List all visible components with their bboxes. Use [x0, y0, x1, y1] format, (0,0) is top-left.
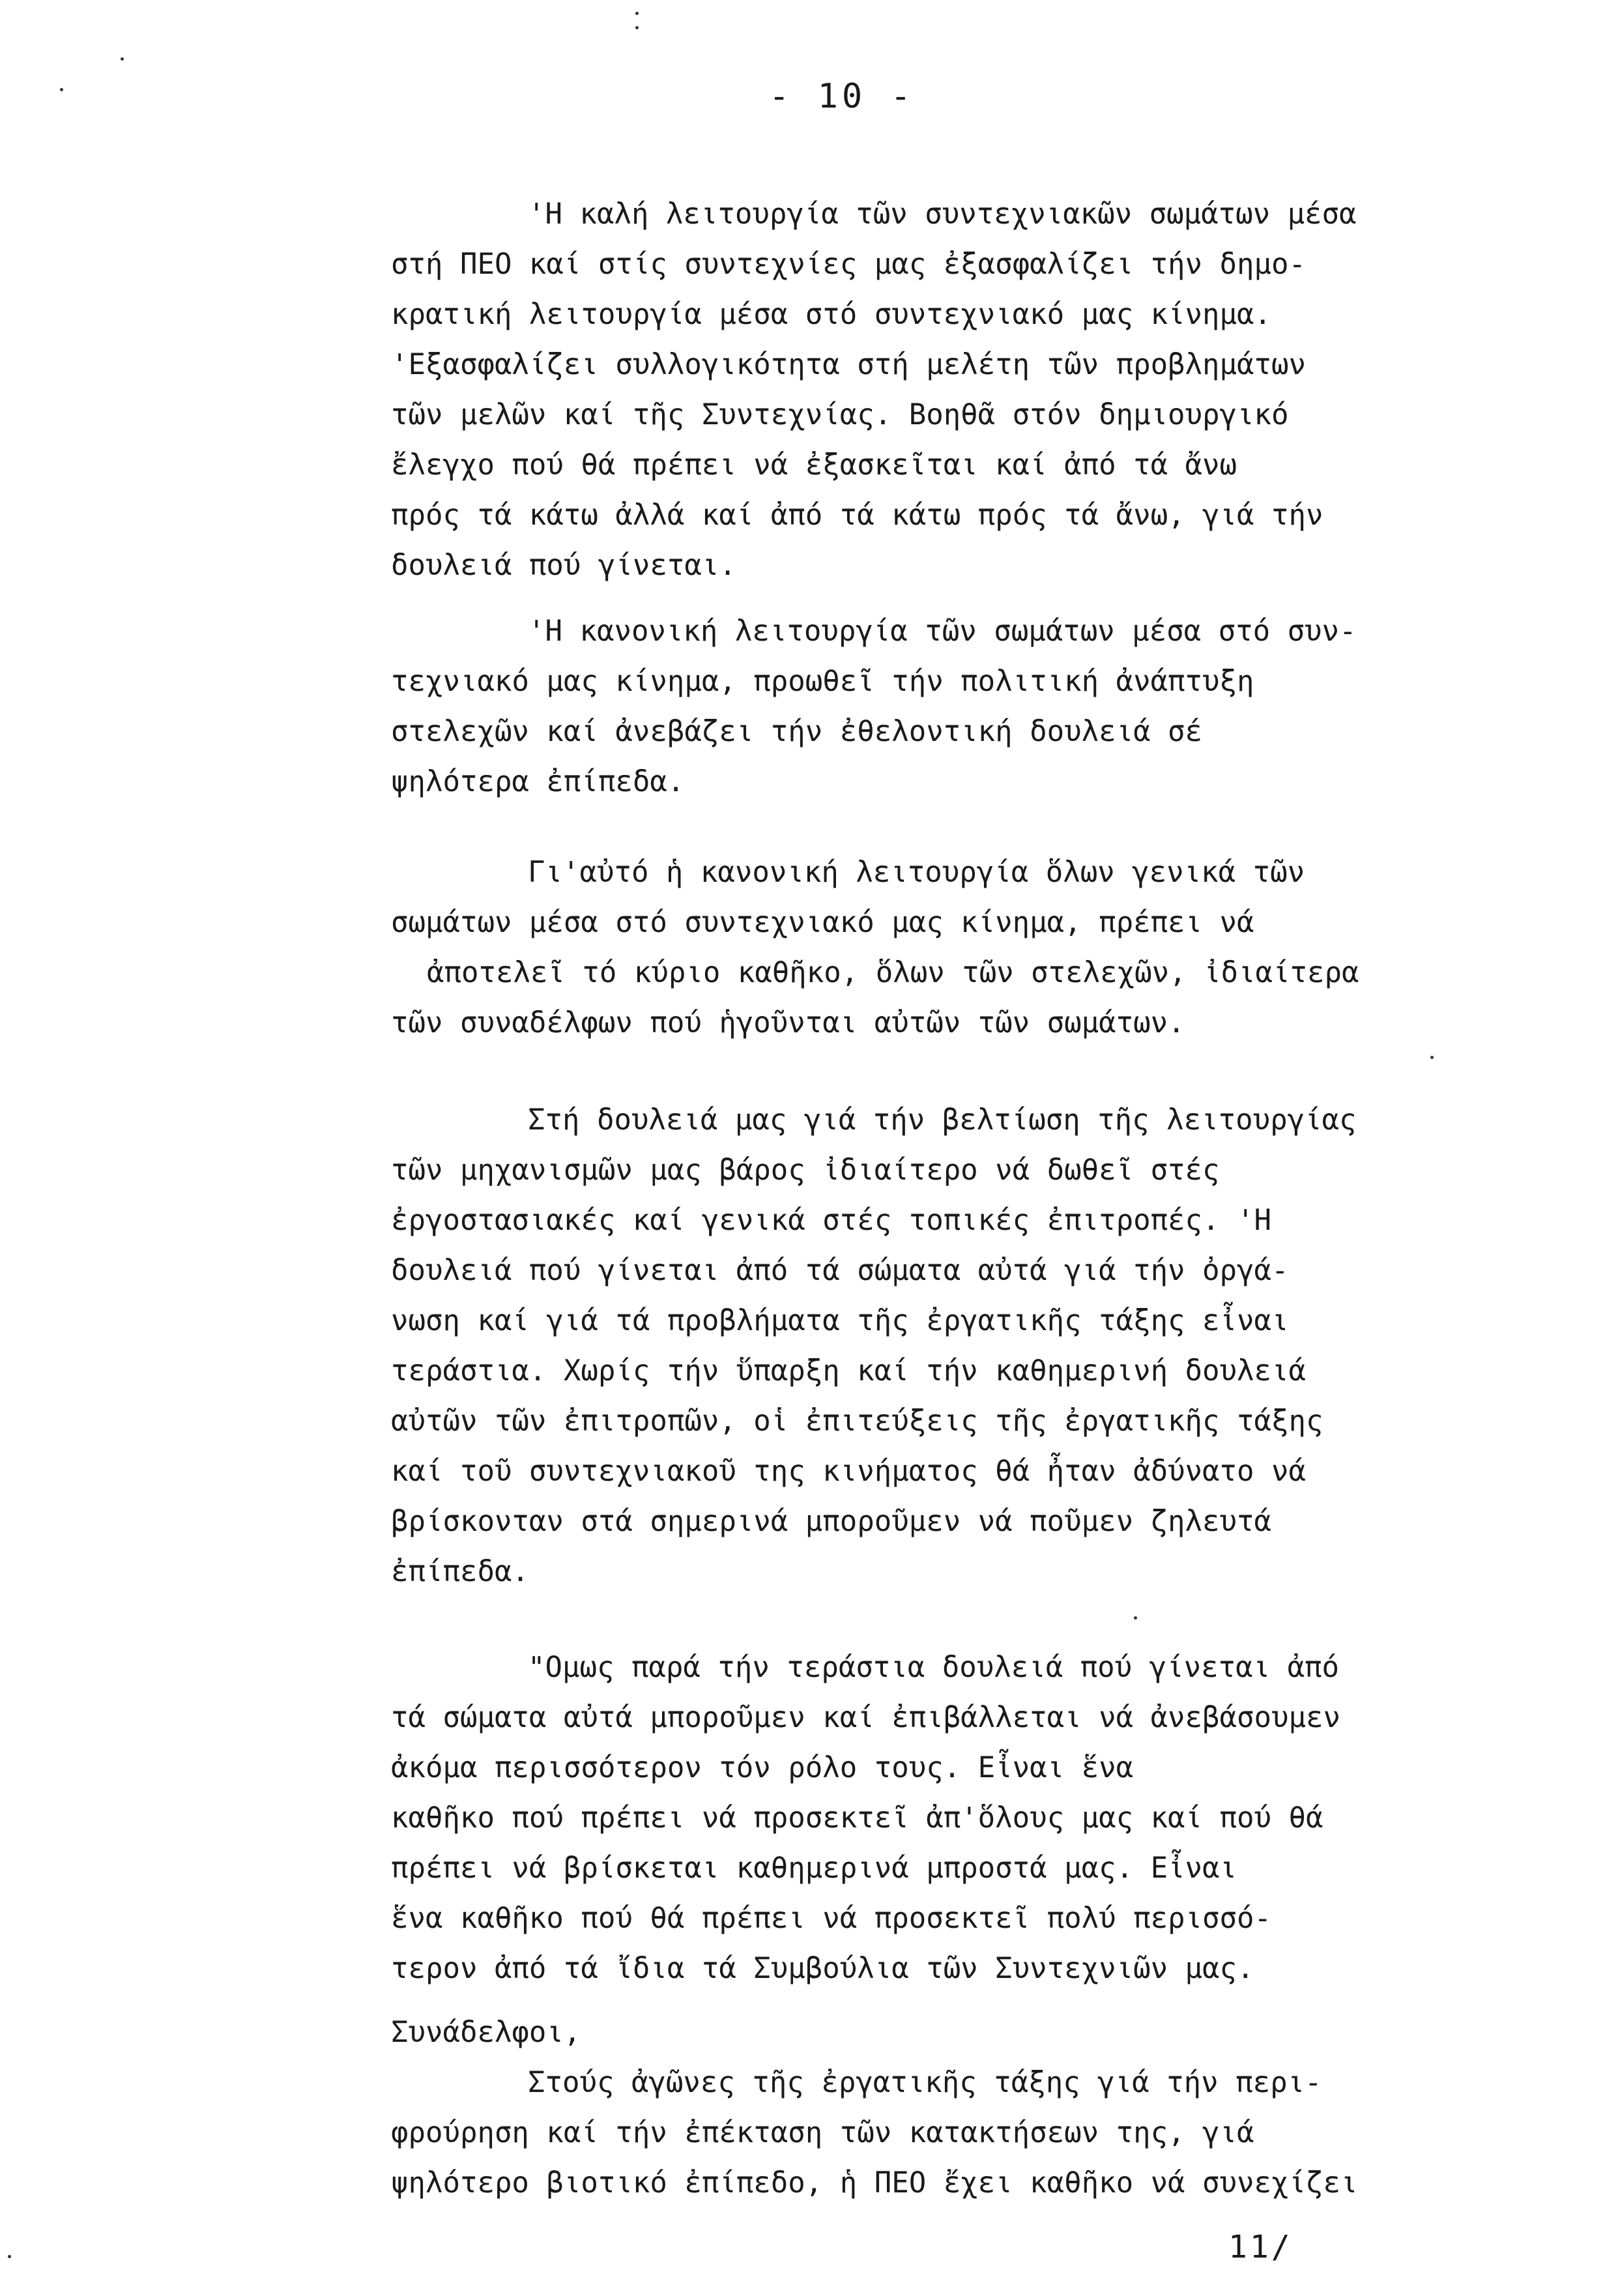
text-line: καθῆκο πού πρέπει νά προσεκτεῖ ἀπ'ὅλους μας καί πού θά: [391, 1801, 1323, 1835]
paragraph-4: [391, 1095, 1499, 1597]
text-line: 'Εξασφαλίζει συλλογικότητα στή μελέτη τῶν προβλημάτων: [391, 348, 1306, 381]
page-number: - 10 -: [769, 77, 915, 116]
paragraph-3: [391, 847, 1499, 1048]
text-line: στή ΠΕΟ καί στίς συντεχνίες μας ἐξασφαλίζει τήν δημο-: [391, 248, 1306, 281]
text-line: δουλειά πού γίνεται.: [391, 549, 736, 582]
scan-speck: [121, 57, 124, 61]
text-line: ἀποτελεῖ τό κύριο καθῆκο, ὅλων τῶν στελεχῶν, ἰδιαίτερα: [427, 956, 1359, 989]
text-line: ψηλότερα ἐπίπεδα.: [391, 765, 685, 798]
text-line: αὐτῶν τῶν ἐπιτροπῶν, οἱ ἐπιτεύξεις τῆς ἐργατικῆς τάξης: [391, 1404, 1323, 1438]
text-line: τά σώματα αὐτά μποροῦμεν καί ἐπιβάλλεται νά ἀνεβάσουμεν: [391, 1701, 1340, 1734]
text-line: τεχνιακό μας κίνημα, προωθεῖ τήν πολιτική ἀνάπτυξη: [391, 665, 1254, 698]
text-line: νωση καί γιά τά προβλήματα τῆς ἐργατικῆς τάξης εἶναι: [391, 1304, 1289, 1337]
scan-speck: [1134, 1616, 1137, 1620]
paragraph-5: [391, 1642, 1499, 1994]
text-line: ἔλεγχο πού θά πρέπει νά ἐξασκεῖται καί ἀπό τά ἄνω: [391, 448, 1237, 482]
text-line: 'Η κανονική λειτουργία τῶν σωμάτων μέσα στό συν-: [528, 615, 1357, 648]
scan-speck: [635, 26, 639, 29]
text-line: τερον ἀπό τά ἴδια τά Συμβούλια τῶν Συντεχνιῶν μας.: [391, 1952, 1254, 1985]
text-line: πρός τά κάτω ἀλλά καί ἀπό τά κάτω πρός τά ἄνω, γιά τήν: [391, 499, 1323, 532]
text-line: κρατική λειτουργία μέσα στό συντεχνιακό μας κίνημα.: [391, 298, 1272, 331]
text-line: ψηλότερο βιοτικό ἐπίπεδο, ἡ ΠΕΟ ἔχει καθῆκο νά συνεχίζει: [391, 2166, 1358, 2200]
text-line: καί τοῦ συντεχνιακοῦ της κινήματος θά ἦταν ἀδύνατο νά: [391, 1455, 1306, 1488]
text-line: πρέπει νά βρίσκεται καθημερινά μπροστά μας. Εἶναι: [391, 1852, 1237, 1885]
scan-speck: [1430, 1056, 1434, 1059]
text-line: Στούς ἀγῶνες τῆς ἐργατικῆς τάξης γιά τήν περι-: [528, 2066, 1322, 2099]
text-line: Στή δουλειά μας γιά τήν βελτίωση τῆς λειτουργίας: [528, 1103, 1357, 1137]
continuation-marker: 11/: [1228, 2229, 1293, 2265]
text-line: τῶν συναδέλφων πού ἡγοῦνται αὐτῶν τῶν σωμάτων.: [391, 1006, 1185, 1039]
text-line: σωμάτων μέσα στό συντεχνιακό μας κίνημα, πρέπει νά: [391, 906, 1254, 939]
text-line: Γι'αὐτό ἡ κανονική λειτουργία ὅλων γενικά τῶν: [528, 856, 1305, 889]
text-line: στελεχῶν καί ἀνεβάζει τήν ἐθελοντική δουλειά σέ: [391, 715, 1203, 748]
text-line: τῶν μελῶν καί τῆς Συντεχνίας. Βοηθᾶ στόν δημιουργικό: [391, 398, 1289, 431]
scan-speck: [60, 88, 63, 91]
text-line: ἐπίπεδα.: [391, 1555, 529, 1588]
scan-speck: [635, 12, 639, 15]
text-line: τεράστια. Χωρίς τήν ὕπαρξη καί τήν καθημερινή δουλειά: [391, 1354, 1306, 1388]
text-line: φρούρηση καί τήν ἐπέκταση τῶν κατακτήσεων της, γιά: [391, 2116, 1254, 2149]
paragraph-2: [391, 606, 1499, 807]
text-line: τῶν μηχανισμῶν μας βάρος ἰδιαίτερο νά δωθεῖ στές: [391, 1154, 1220, 1187]
text-line: ἐργοστασιακές καί γενικά στές τοπικές ἐπιτροπές. 'Η: [391, 1204, 1272, 1237]
paragraph-6: [391, 2007, 1499, 2208]
text-line: 'Η καλή λειτουργία τῶν συντεχνιακῶν σωμάτων μέσα: [528, 197, 1357, 231]
text-line: ἀκόμα περισσότερον τόν ρόλο τους. Εἶναι ἕνα: [391, 1751, 1134, 1784]
text-line: "Ομως παρά τήν τεράστια δουλειά πού γίνεται ἀπό: [528, 1651, 1340, 1684]
scan-speck: [8, 2255, 11, 2258]
paragraph-1: [391, 189, 1499, 590]
text-line: δουλειά πού γίνεται ἀπό τά σώματα αὐτά γιά τήν ὀργά-: [391, 1254, 1289, 1287]
text-line: ἕνα καθῆκο πού θά πρέπει νά προσεκτεῖ πολύ περισσό-: [391, 1902, 1272, 1935]
salutation: Συνάδελφοι,: [391, 2016, 581, 2049]
text-line: βρίσκονταν στά σημερινά μποροῦμεν νά ποῦμεν ζηλευτά: [391, 1505, 1272, 1538]
